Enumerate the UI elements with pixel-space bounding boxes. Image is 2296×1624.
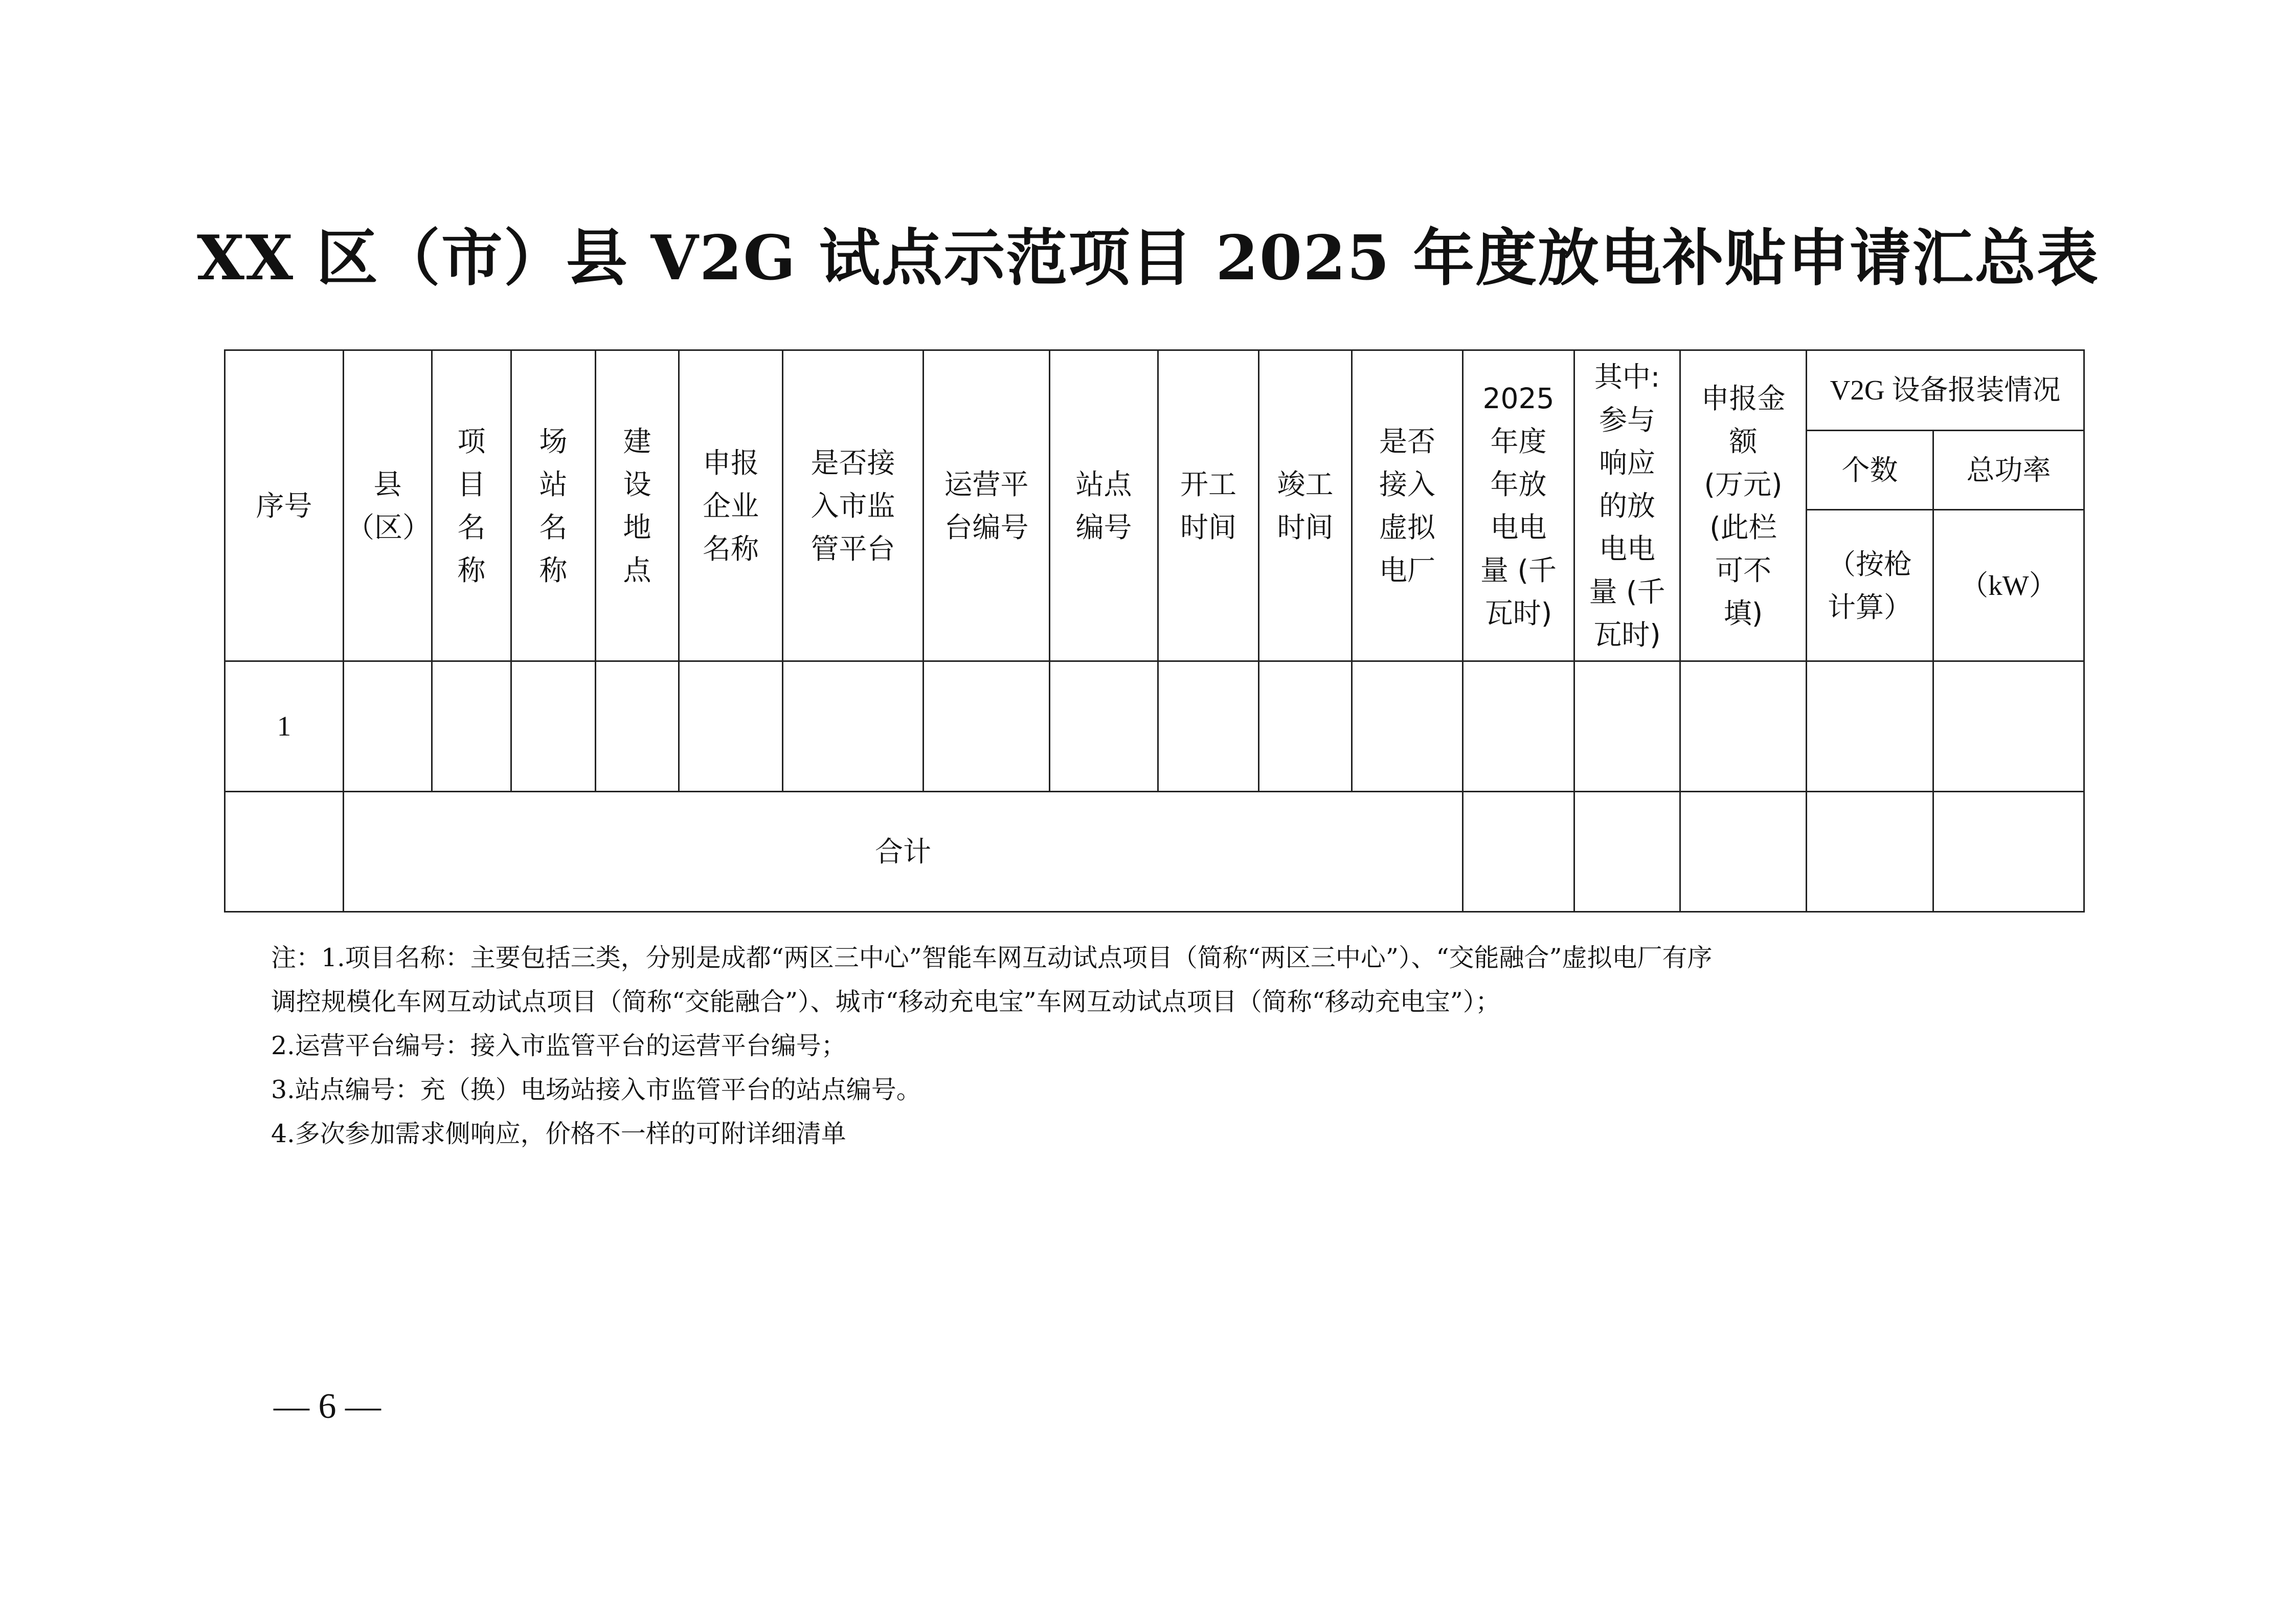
note-line: 4.多次参加需求侧响应，价格不一样的可附详细清单	[271, 1119, 846, 1148]
header-company: 申报 企业 名称	[679, 350, 783, 661]
header-completion-time: 竣工 时间	[1259, 350, 1352, 661]
header-count: 个数	[1807, 431, 1933, 510]
header-total-power: 总功率	[1933, 431, 2084, 510]
table-cell	[511, 661, 596, 792]
table-cell	[1259, 661, 1352, 792]
header-location: 建 设 地 点	[596, 350, 679, 661]
summary-table	[224, 349, 2085, 913]
table-cell	[1933, 661, 2084, 792]
table-cell	[1680, 792, 1807, 912]
table-cell	[344, 661, 432, 792]
total-row	[225, 792, 2084, 912]
header-station-name: 场 站 名 称	[511, 350, 596, 661]
table-cell	[1050, 661, 1158, 792]
table-cell	[225, 792, 344, 912]
total-label: 合计	[344, 792, 1463, 912]
row-seq-cell: 1	[225, 661, 344, 792]
header-response-discharge: 其中: 参与 响应 的放 电电 量 (千 瓦时)	[1574, 350, 1680, 661]
header-seq: 序号	[225, 350, 344, 661]
table-cell	[1463, 661, 1574, 792]
table-cell	[1807, 661, 1933, 792]
table-cell	[1574, 792, 1680, 912]
header-power-unit: （kW）	[1933, 510, 2084, 661]
table-cell	[1158, 661, 1259, 792]
notes	[271, 936, 2112, 1156]
header-station-no: 站点 编号	[1050, 350, 1158, 661]
table-row	[225, 661, 2084, 792]
table-cell	[679, 661, 783, 792]
note-line: 2.运营平台编号：接入市监管平台的运营平台编号；	[271, 1031, 846, 1060]
header-platform-access: 是否接 入市监 管平台	[783, 350, 924, 661]
header-county: 县 （区）	[344, 350, 432, 661]
header-vpp-access: 是否 接入 虚拟 电厂	[1352, 350, 1463, 661]
table-cell	[1463, 792, 1574, 912]
table-cell	[596, 661, 679, 792]
header-v2g-group: V2G 设备报装情况	[1807, 350, 2084, 431]
table-cell	[1807, 792, 1933, 912]
table-cell	[783, 661, 924, 792]
page-number: — 6 —	[274, 1387, 381, 1426]
header-project-name: 项 目 名 称	[432, 350, 511, 661]
table-cell	[432, 661, 511, 792]
table-cell	[924, 661, 1050, 792]
note-line: 调控规模化车网互动试点项目（简称“交能融合”）、城市“移动充电宝”车网互动试点项目（简称“移动充电宝”）；	[271, 987, 1501, 1016]
table-cell	[1680, 661, 1807, 792]
note-line: 注：1.项目名称：主要包括三类，分别是成都“两区三中心”智能车网互动试点项目（简称“两区三中心”）、“交能融合”虚拟电厂有序	[271, 943, 1713, 972]
table-cell	[1933, 792, 2084, 912]
header-platform-no: 运营平 台编号	[924, 350, 1050, 661]
header-count-unit: （按枪 计算）	[1807, 510, 1933, 661]
table-cell	[1574, 661, 1680, 792]
header-discharge: 2025 年度 年放 电电 量 (千 瓦时)	[1463, 350, 1574, 661]
header-start-time: 开工 时间	[1158, 350, 1259, 661]
table-cell	[1352, 661, 1463, 792]
page-title: XX 区（市）县 V2G 试点示范项目 2025 年度放电补贴申请汇总表	[196, 222, 2100, 294]
header-amount: 申报金 额 (万元) (此栏 可不 填)	[1680, 350, 1807, 661]
note-line: 3.站点编号：充（换）电场站接入市监管平台的站点编号。	[271, 1075, 921, 1104]
